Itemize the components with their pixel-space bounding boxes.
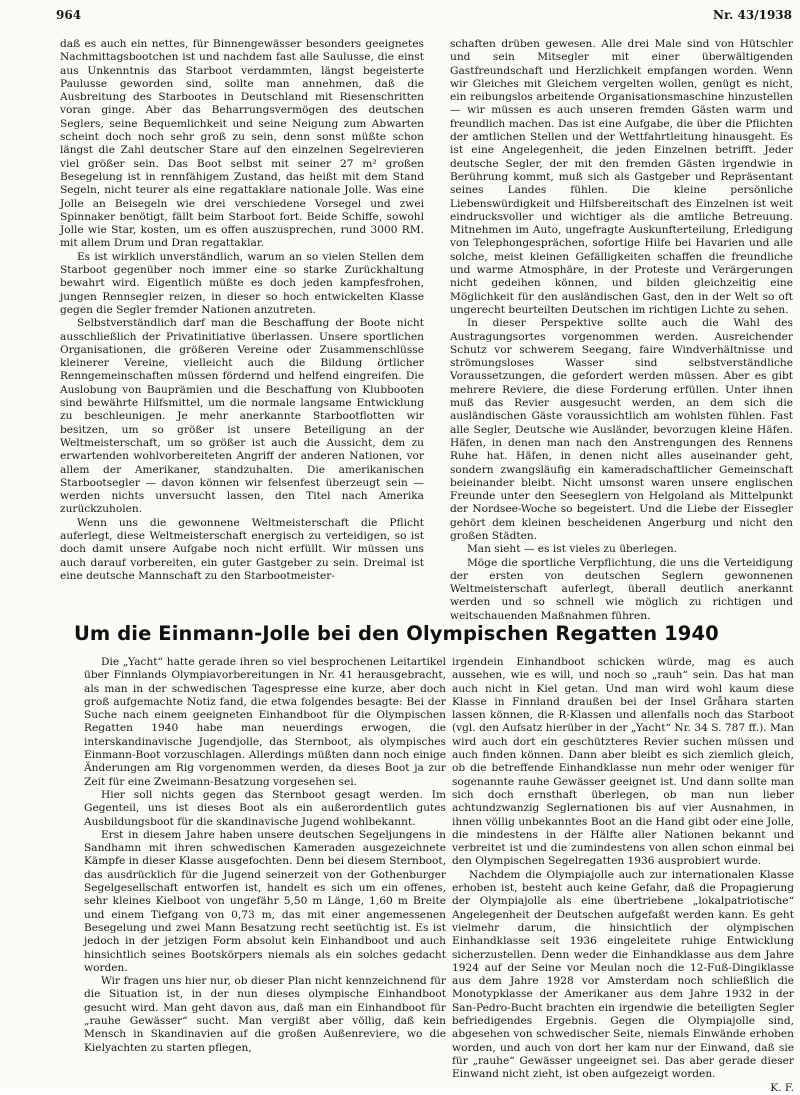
article-headline: Um die Einmann-Jolle bei den Olympischen Regatten 1940 [74, 622, 719, 645]
issue-number: Nr. 43/1938 [712, 8, 792, 22]
paragraph: Die „Yacht“ hatte gerade ihren so viel besprochenen Leitartikel über Finnlands Olympiavorbereitungen in Nr. 41 herausgebracht, als man in der schwedischen Tagespresse eine kurze, aber doch groß aufgemachte Notiz fand, die etwa folgendes besagte: Bei der Suche nach einem geeigneten Einhandboot für die Olympischen Regatten 1940 habe man neuerdings erwogen, die interskandinavische Jugendjolle, das Sternboot, als olympisches Einmann-Boot vorzuschlagen. Allerdings müßten dann noch einige Änderungen am Rig vorgenommen werden, da dieses Boot ja zur Zeit für eine Zweimann-Besatzung vorgesehen sei. [84, 656, 446, 788]
paragraph: Es ist wirklich unverständlich, warum an so vielen Stellen dem Starboot gegenüber noch immer eine so starke Zurückhaltung bewahrt wird. Eigentlich müßte es doch jeden kampfesfrohen, jungen Rennsegler reizen, in dieser so hoch entwickelten Klasse gegen die Segler fremder Nationen anzutreten. [60, 250, 424, 316]
article-top-left-column [60, 38, 424, 610]
paragraph: In dieser Perspektive sollte auch die Wahl des Austragungsortes vorgenommen werden. Ausreichender Schutz vor schwerem Seegang, faire Windverhältnisse und strömungsloses Wasser sind selbstverständliche Voraussetzungen, die gefordert werden müssen. Aber es gibt mehrere Reviere, die diese Forderung erfüllen. Unter ihnen muß das Revier ausgesucht werden, an dem sich die ausländischen Gäste voraussichtlich am wohlsten fühlen. Fast alle Segler, Deutsche wie Ausländer, bevorzugen kleine Häfen. Häfen, in denen man nach den Anstrengungen des Rennens Ruhe hat. Häfen, in denen nicht alles auseinander geht, sondern zwangsläufig ein kameradschaftlicher Gemeinschaft beieinander bleibt. Nicht umsonst waren unsere englischen Freunde unter den Seeseglern von Helgoland als Mittelpunkt der Nordsee-Woche so begeistert. Und die Liebe der Eissegler gehört dem kleinen bescheidenen Angerburg und nicht den großen Städten. [450, 317, 793, 542]
paragraph: Wenn uns die gewonnene Weltmeisterschaft die Pflicht auferlegt, diese Weltmeisterschaft energisch zu verteidigen, so ist doch damit unsere Aufgabe noch nicht erfüllt. Wir müssen uns auch darauf vorbereiten, ein guter Gastgeber zu sein. Dreimal ist eine deutsche Mannschaft zu den Starbootmeister- [60, 516, 424, 582]
paragraph: Nachdem die Olympiajolle auch zur internationalen Klasse erhoben ist, besteht auch keine Gefahr, daß die Propagierung der Olympiajolle als eine übertriebene „lokalpatriotische“ Angelegenheit der Deutschen aufgefaßt werden kann. Es geht vielmehr darum, die hinsichtlich der olympischen Einhandklasse seit 1936 eingeleitete ruhige Entwicklung sicherzustellen. Denn weder die Einhandklasse aus dem Jahre 1924 auf der Seine vor Meulan noch die 12-Fuß-Dingiklasse aus dem Jahre 1928 vor Amsterdam noch schließlich die Monotypklasse der Amerikaner aus dem Jahre 1932 in der San-Pedro-Bucht brachten ein irgendwie die beteiligten Segler befriedigendes Ergebnis. Gegen die Olympiajolle sind, abgesehen von schwedischer Seite, niemals Einwände erhoben worden, und auch von dort her kam nur der Einwand, daß sie für „rauhe“ Gewässer ungeeignet sei. Das aber gerade dieser Einwand nicht zieht, ist oben aufgezeigt worden. [452, 868, 794, 1081]
article-bottom-right-column [452, 656, 794, 1094]
page-number: 964 [56, 8, 82, 22]
article-bottom-left-column [84, 656, 446, 1084]
page-header [56, 8, 792, 26]
article-top-right-column [450, 38, 793, 622]
paragraph: Wir fragen uns hier nur, ob dieser Plan nicht kennzeichnend für die Situation ist, in der nun dieses olympische Einhandboot gesucht wird. Man geht davon aus, daß man ein Einhandboot für „rauhe Gewässer“ sucht. Man vergißt aber völlig, daß kein Mensch in Skandinavien auf die großen Außenreviere, wo die Kielyachten zu starten pflegen, [84, 975, 446, 1054]
paragraph: Man sieht — es ist vieles zu überlegen. [466, 543, 678, 556]
paragraph: Erst in diesem Jahre haben unsere deutschen Segeljungens in Sandhamn mit ihren schwedischen Kameraden ausgezeichnete Kämpfe in dieser Klasse ausgefochten. Denn bei diesem Sternboot, das ausdrücklich für die Jugend seinerzeit von der Gothenburger Segelgesellschaft entworfen ist, handelt es sich um ein offenes, sehr kleines Kielboot von ungefähr 5,50 m Länge, 1,60 m Breite und einem Tiefgang von 0,73 m, das mit einer angemessenen Besegelung und zwei Mann Besatzung recht seetüchtig ist. Es ist jedoch in der jetzigen Form absolut kein Einhandboot und auch hinsichtlich seines Bootskörpers niemals als ein solches gedacht worden. [84, 828, 446, 974]
paragraph: schaften drüben gewesen. Alle drei Male sind von Hütschler und sein Mitsegler mit einer überwältigenden Gastfreundschaft und Herzlichkeit empfangen worden. Wenn wir Gleiches mit Gleichem vergelten wollen, genügt es nicht, ein reibungslos arbeitende Organisationsmaschine hinzustellen — wir müssen es auch unseren fremden Gästen warm und freundlich machen. Das ist eine Aufgabe, die über die Pflichten der amtlichen Stellen und der Wettfahrtleitung hinausgeht. Es ist eine Angelegenheit, die jeden Einzelnen betrifft. Jeder deutsche Segler, der mit den fremden Gästen irgendwie in Berührung kommt, muß sich als Gastgeber und Repräsentant seines Landes fühlen. Die kleine persönliche Liebenswürdigkeit und Hilfsbereitschaft des Einzelnen ist weit eindrucksvoller und wichtiger als die amtliche Betreuung. Mitnehmen im Auto, ungefragte Auskunfterteilung, Erledigung von Telephongesprächen, sofortige Hilfe bei Havarien und alle solche, meist kleinen Gefälligkeiten schaffen die freundliche und warme Atmosphäre, in der Proteste und Verärgerungen nicht gedeihen können, und bilden gleichzeitig eine Möglichkeit für den ausländischen Gast, den in der Welt so oft ungerecht beurteilten Deutschen im richtigen Lichte zu sehen. [450, 38, 793, 316]
paragraph: Selbstverständlich darf man die Beschaffung der Boote nicht ausschließlich der Privatinitiative überlassen. Unsere sportlichen Organisationen, die größeren Vereine oder Zusammenschlüsse kleinerer Vereine, vielleicht auch die Bildung örtlicher Renngemeinschaften müssen fördernd und helfend eingreifen. Die Auslobung von Bauprämien und die Beschaffung von Klubbooten sind bewährte Hilfsmittel, um die normale langsame Entwicklung zu beschleunigen. Je mehr anerkannte Starbootflotten wir besitzen, um so größer ist unsere Beteiligung an der Weltmeisterschaft, um so größer ist auch die Aussicht, dem zu erwartenden wohlvorbereiteten Angriff der anderen Nationen, vor allem der Amerikaner, standzuhalten. Die amerikanischen Starbootsegler — davon können wir felsenfest überzeugt sein — werden nichts unversucht lassen, den Titel nach Amerika zurückzuholen. [60, 317, 424, 516]
paragraph: Hier soll nichts gegen das Sternboot gesagt werden. Im Gegenteil, uns ist dieses Boot als ein außerordentlich gutes Ausbildungsboot für die skandinavische Jugend wohlbekannt. [84, 788, 446, 828]
paragraph: Möge die sportliche Verpflichtung, die uns die Verteidigung der ersten von deutschen Seglern gewonnenen Weltmeisterschaft auferlegt, überall deutlich anerkannt werden und so schnell wie möglich zu richtigen und weitschauenden Maßnahmen führen. [450, 556, 793, 622]
paragraph: irgendein Einhandboot schicken würde, mag es auch aussehen, wie es will, und noch so „rauh“ sein. Das hat man auch nicht in Kiel getan. Und man wird wohl kaum diese Klasse in Finnland draußen bei der Insel Gråhara starten lassen können, die R-Klassen und allenfalls noch das Starboot (vgl. den Aufsatz hierüber in der „Yacht“ Nr. 34 S. 787 ff.). Man wird auch dort ein geschützteres Revier suchen müssen und auch finden können. Dann aber bleibt es sich ziemlich gleich, ob die betreffende Einhandklasse nun mehr oder weniger für sogenannte rauhe Gewässer geeignet ist. Und dann sollte man sich doch ernsthaft überlegen, ob man nun lieber achtundzwanzig Seglernationen bis auf vier Ausnahmen, in ihnen völlig unbekanntes Boot an die Hand gibt oder eine Jolle, die mindestens in der Hälfte aller Nationen bekannt und verbreitet ist und die zumindestens von allen schon einmal bei den Olympischen Segelregatten 1936 ausprobiert wurde. [452, 656, 794, 868]
author-signature: K. F. [770, 1081, 794, 1094]
paragraph: daß es auch ein nettes, für Binnengewässer besonders geeignetes Nachmittagsbootchen ist und nachdem fast alle Saulusse, die einst aus Unkenntnis das Starboot verdammten, längst begeisterte Paulusse geworden sind, sollte man annehmen, daß die Ausbreitung des Starbootes in Deutschland mit Riesenschritten voran ginge. Aber das Beharrungsvermögen des deutschen Seglers, seine Bequemlichkeit und seine Neigung zum Abwarten scheint doch noch sehr groß zu sein, denn sonst müßte schon längst die Zahl deutscher Stare auf den einzelnen Segelrevieren viel größer sein. Das Boot selbst mit seiner 27 m² großen Besegelung ist in rennfähigem Zustand, das heißt mit dem Stand Segeln, nicht teurer als eine regattaklare nationale Jolle. Was eine Jolle an Beisegeln wie drei verschiedene Vorsegel und zwei Spinnaker benötigt, fällt beim Starboot fort. Beide Schiffe, sowohl Jolle wie Star, kosten, um es offen auszusprechen, rund 3000 RM. mit allem Drum und Dran regattaklar. [60, 38, 424, 250]
